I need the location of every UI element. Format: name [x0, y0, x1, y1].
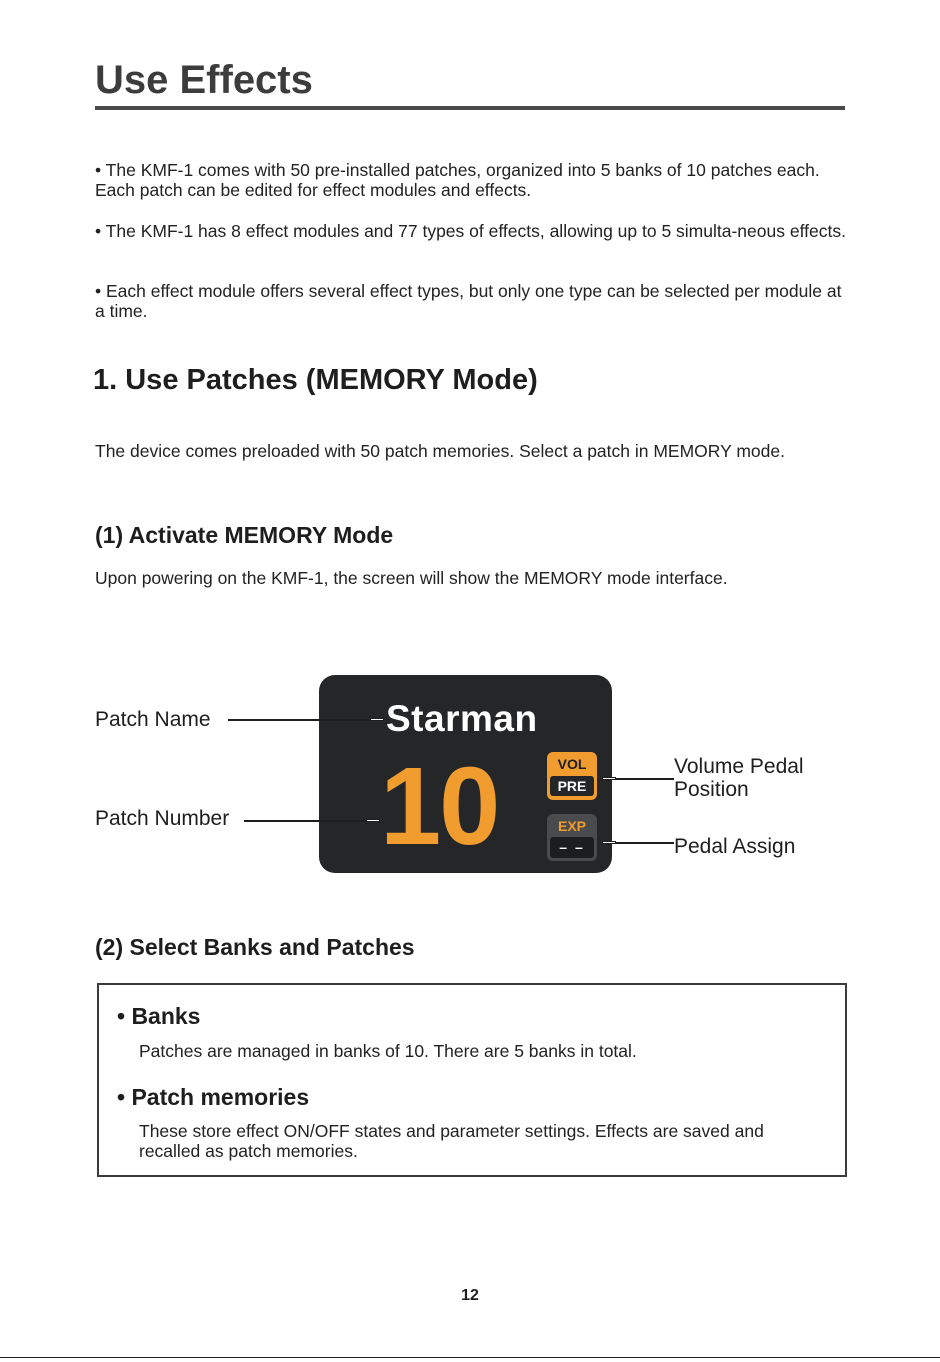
- exp-label: EXP: [557, 818, 586, 834]
- screen-patch-name: Starman: [386, 698, 538, 739]
- subsection-activate-memory-text: Upon powering on the KMF-1, the screen will show the MEMORY mode interface.: [95, 568, 728, 588]
- vol-indicator: [547, 752, 597, 800]
- callout-volume-pedal-line2: Position: [674, 778, 749, 801]
- page-title: Use Effects: [95, 58, 313, 102]
- pre-label: PRE: [550, 776, 594, 796]
- info-heading-banks: • Banks: [117, 1003, 201, 1029]
- page-number: 12: [461, 1287, 479, 1304]
- info-box: [97, 983, 847, 1177]
- info-text-patch-memories: These store effect ON/OFF states and parameter settings. Effects are saved and recalled as patch memories.: [139, 1121, 764, 1161]
- leader-line-patch-number: [244, 820, 378, 822]
- exp-value: – –: [550, 837, 594, 858]
- subsection-heading-activate-memory: (1) Activate MEMORY Mode: [95, 522, 394, 548]
- exp-indicator: [547, 814, 597, 861]
- leader-end-patch-number: [366, 819, 380, 822]
- info-heading-patch-memories: • Patch memories: [117, 1084, 310, 1110]
- vol-label: VOL: [557, 756, 587, 772]
- callout-patch-name: Patch Name: [95, 708, 211, 731]
- bottom-divider: [0, 1357, 940, 1358]
- section-use-patches-text: The device comes preloaded with 50 patch memories. Select a patch in MEMORY mode.: [95, 441, 785, 461]
- intro-bullet-2: • The KMF-1 has 8 effect modules and 77 types of effects, allowing up to 5 simulta-neous effects.: [95, 221, 846, 241]
- intro-bullet-1: • The KMF-1 comes with 50 pre-installed patches, organized into 5 banks of 10 patches each. Each patch can be edited for effect modules and effects.: [95, 160, 820, 200]
- subsection-heading-select-banks: (2) Select Banks and Patches: [95, 934, 415, 960]
- info-text-banks: Patches are managed in banks of 10. There are 5 banks in total.: [139, 1041, 637, 1061]
- leader-end-pedal-assign: [602, 841, 616, 844]
- title-divider: [95, 106, 845, 110]
- leader-line-patch-name: [228, 719, 380, 721]
- intro-bullet-3: • Each effect module offers several effect types, but only one type can be selected per module at a time.: [95, 281, 842, 321]
- callout-patch-number: Patch Number: [95, 807, 230, 830]
- leader-end-patch-name: [370, 718, 384, 721]
- screen-patch-number: 10: [380, 745, 499, 868]
- leader-end-volume-pedal: [602, 777, 616, 780]
- callout-pedal-assign: Pedal Assign: [674, 835, 796, 858]
- callout-volume-pedal-line1: Volume Pedal: [674, 755, 804, 778]
- section-heading-use-patches: 1. Use Patches (MEMORY Mode): [93, 364, 538, 396]
